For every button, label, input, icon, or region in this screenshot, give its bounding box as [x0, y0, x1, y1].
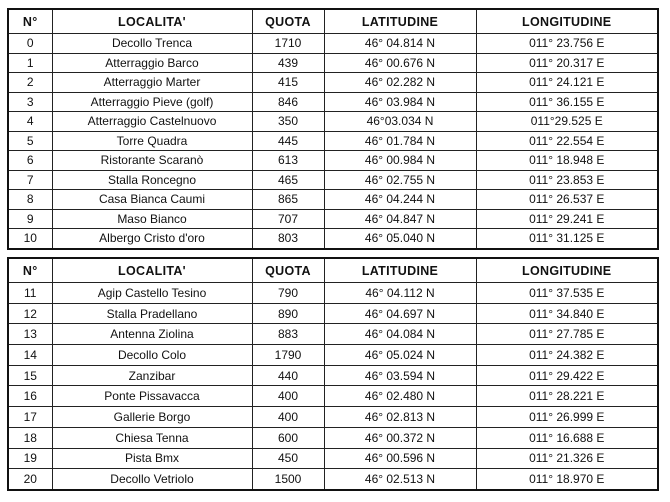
cell-number: 2: [8, 73, 52, 93]
cell-longitude: 011° 21.326 E: [476, 448, 658, 469]
cell-altitude: 846: [252, 92, 324, 112]
table-row: [8, 229, 658, 249]
table-row: [8, 73, 658, 93]
cell-altitude: 440: [252, 365, 324, 386]
cell-altitude: 445: [252, 131, 324, 151]
cell-location: Decollo Colo: [52, 345, 252, 366]
table-row: [8, 324, 658, 345]
cell-location: Gallerie Borgo: [52, 407, 252, 428]
cell-longitude: 011° 26.999 E: [476, 407, 658, 428]
cell-location: Maso Bianco: [52, 209, 252, 229]
cell-altitude: 613: [252, 151, 324, 171]
cell-longitude: 011° 28.221 E: [476, 386, 658, 407]
cell-altitude: 803: [252, 229, 324, 249]
cell-latitude: 46° 03.594 N: [324, 365, 476, 386]
cell-latitude: 46° 00.984 N: [324, 151, 476, 171]
cell-altitude: 890: [252, 303, 324, 324]
cell-number: 17: [8, 407, 52, 428]
cell-location: Stalla Pradellano: [52, 303, 252, 324]
cell-altitude: 1790: [252, 345, 324, 366]
cell-latitude: 46° 04.847 N: [324, 209, 476, 229]
cell-latitude: 46° 00.676 N: [324, 53, 476, 73]
table-row: [8, 283, 658, 304]
cell-number: 10: [8, 229, 52, 249]
cell-longitude: 011° 36.155 E: [476, 92, 658, 112]
table-row: [8, 365, 658, 386]
cell-altitude: 400: [252, 386, 324, 407]
cell-latitude: 46° 02.282 N: [324, 73, 476, 93]
cell-location: Stalla Roncegno: [52, 170, 252, 190]
cell-longitude: 011° 23.853 E: [476, 170, 658, 190]
cell-longitude: 011° 29.422 E: [476, 365, 658, 386]
cell-latitude: 46° 04.697 N: [324, 303, 476, 324]
cell-latitude: 46° 02.813 N: [324, 407, 476, 428]
cell-location: Ponte Pissavacca: [52, 386, 252, 407]
table-row: [8, 92, 658, 112]
cell-longitude: 011°29.525 E: [476, 112, 658, 132]
cell-altitude: 465: [252, 170, 324, 190]
cell-altitude: 350: [252, 112, 324, 132]
header-altitude: QUOTA: [252, 258, 324, 283]
cell-location: Atterraggio Barco: [52, 53, 252, 73]
cell-number: 4: [8, 112, 52, 132]
cell-number: 11: [8, 283, 52, 304]
cell-number: 7: [8, 170, 52, 190]
waypoints-table-1: [7, 8, 659, 250]
cell-longitude: 011° 24.121 E: [476, 73, 658, 93]
table-row: [8, 407, 658, 428]
cell-longitude: 011° 37.535 E: [476, 283, 658, 304]
cell-altitude: 600: [252, 427, 324, 448]
cell-altitude: 450: [252, 448, 324, 469]
cell-longitude: 011° 22.554 E: [476, 131, 658, 151]
cell-longitude: 011° 31.125 E: [476, 229, 658, 249]
table-row: [8, 303, 658, 324]
cell-altitude: 707: [252, 209, 324, 229]
cell-altitude: 865: [252, 190, 324, 210]
cell-altitude: 439: [252, 53, 324, 73]
table-row: [8, 151, 658, 171]
table-row: [8, 448, 658, 469]
header-number: N°: [8, 9, 52, 34]
table-1-body: [8, 34, 658, 249]
cell-location: Pista Bmx: [52, 448, 252, 469]
cell-longitude: 011° 27.785 E: [476, 324, 658, 345]
cell-location: Casa Bianca Caumi: [52, 190, 252, 210]
cell-altitude: 1500: [252, 469, 324, 490]
cell-location: Chiesa Tenna: [52, 427, 252, 448]
cell-number: 8: [8, 190, 52, 210]
cell-location: Antenna Ziolina: [52, 324, 252, 345]
cell-latitude: 46° 05.024 N: [324, 345, 476, 366]
cell-latitude: 46° 02.480 N: [324, 386, 476, 407]
cell-latitude: 46° 02.513 N: [324, 469, 476, 490]
cell-number: 13: [8, 324, 52, 345]
cell-latitude: 46° 01.784 N: [324, 131, 476, 151]
cell-altitude: 400: [252, 407, 324, 428]
cell-longitude: 011° 18.948 E: [476, 151, 658, 171]
table-row: [8, 112, 658, 132]
cell-latitude: 46° 02.755 N: [324, 170, 476, 190]
cell-number: 16: [8, 386, 52, 407]
table-row: [8, 386, 658, 407]
cell-latitude: 46° 04.814 N: [324, 34, 476, 54]
cell-longitude: 011° 23.756 E: [476, 34, 658, 54]
cell-latitude: 46° 03.984 N: [324, 92, 476, 112]
table-row: [8, 469, 658, 490]
cell-latitude: 46° 04.112 N: [324, 283, 476, 304]
cell-longitude: 011° 34.840 E: [476, 303, 658, 324]
cell-longitude: 011° 16.688 E: [476, 427, 658, 448]
cell-latitude: 46° 00.596 N: [324, 448, 476, 469]
header-latitude: LATITUDINE: [324, 9, 476, 34]
cell-number: 0: [8, 34, 52, 54]
cell-location: Agip Castello Tesino: [52, 283, 252, 304]
cell-location: Atterraggio Pieve (golf): [52, 92, 252, 112]
cell-number: 12: [8, 303, 52, 324]
header-row: [8, 9, 658, 34]
header-location: LOCALITA': [52, 9, 252, 34]
cell-longitude: 011° 24.382 E: [476, 345, 658, 366]
cell-altitude: 1710: [252, 34, 324, 54]
table-row: [8, 34, 658, 54]
cell-location: Atterraggio Castelnuovo: [52, 112, 252, 132]
header-latitude: LATITUDINE: [324, 258, 476, 283]
cell-altitude: 790: [252, 283, 324, 304]
table-row: [8, 209, 658, 229]
cell-altitude: 415: [252, 73, 324, 93]
cell-latitude: 46° 04.084 N: [324, 324, 476, 345]
cell-number: 3: [8, 92, 52, 112]
table-2-body: [8, 283, 658, 490]
cell-number: 18: [8, 427, 52, 448]
cell-location: Torre Quadra: [52, 131, 252, 151]
cell-latitude: 46° 00.372 N: [324, 427, 476, 448]
waypoints-table-2: [7, 257, 659, 491]
table-row: [8, 131, 658, 151]
cell-number: 5: [8, 131, 52, 151]
cell-latitude: 46° 04.244 N: [324, 190, 476, 210]
table-row: [8, 190, 658, 210]
cell-location: Atterraggio Marter: [52, 73, 252, 93]
cell-longitude: 011° 20.317 E: [476, 53, 658, 73]
cell-location: Decollo Vetriolo: [52, 469, 252, 490]
cell-location: Ristorante Scaranò: [52, 151, 252, 171]
header-location: LOCALITA': [52, 258, 252, 283]
cell-location: Decollo Trenca: [52, 34, 252, 54]
cell-number: 14: [8, 345, 52, 366]
cell-number: 6: [8, 151, 52, 171]
table-row: [8, 170, 658, 190]
cell-number: 20: [8, 469, 52, 490]
table-row: [8, 345, 658, 366]
cell-longitude: 011° 26.537 E: [476, 190, 658, 210]
table-row: [8, 427, 658, 448]
cell-latitude: 46° 05.040 N: [324, 229, 476, 249]
cell-longitude: 011° 29.241 E: [476, 209, 658, 229]
cell-location: Zanzibar: [52, 365, 252, 386]
cell-altitude: 883: [252, 324, 324, 345]
header-altitude: QUOTA: [252, 9, 324, 34]
header-row: [8, 258, 658, 283]
cell-number: 9: [8, 209, 52, 229]
header-longitude: LONGITUDINE: [476, 9, 658, 34]
table-row: [8, 53, 658, 73]
cell-longitude: 011° 18.970 E: [476, 469, 658, 490]
cell-latitude: 46°03.034 N: [324, 112, 476, 132]
cell-number: 15: [8, 365, 52, 386]
cell-location: Albergo Cristo d'oro: [52, 229, 252, 249]
cell-number: 19: [8, 448, 52, 469]
header-number: N°: [8, 258, 52, 283]
cell-number: 1: [8, 53, 52, 73]
header-longitude: LONGITUDINE: [476, 258, 658, 283]
